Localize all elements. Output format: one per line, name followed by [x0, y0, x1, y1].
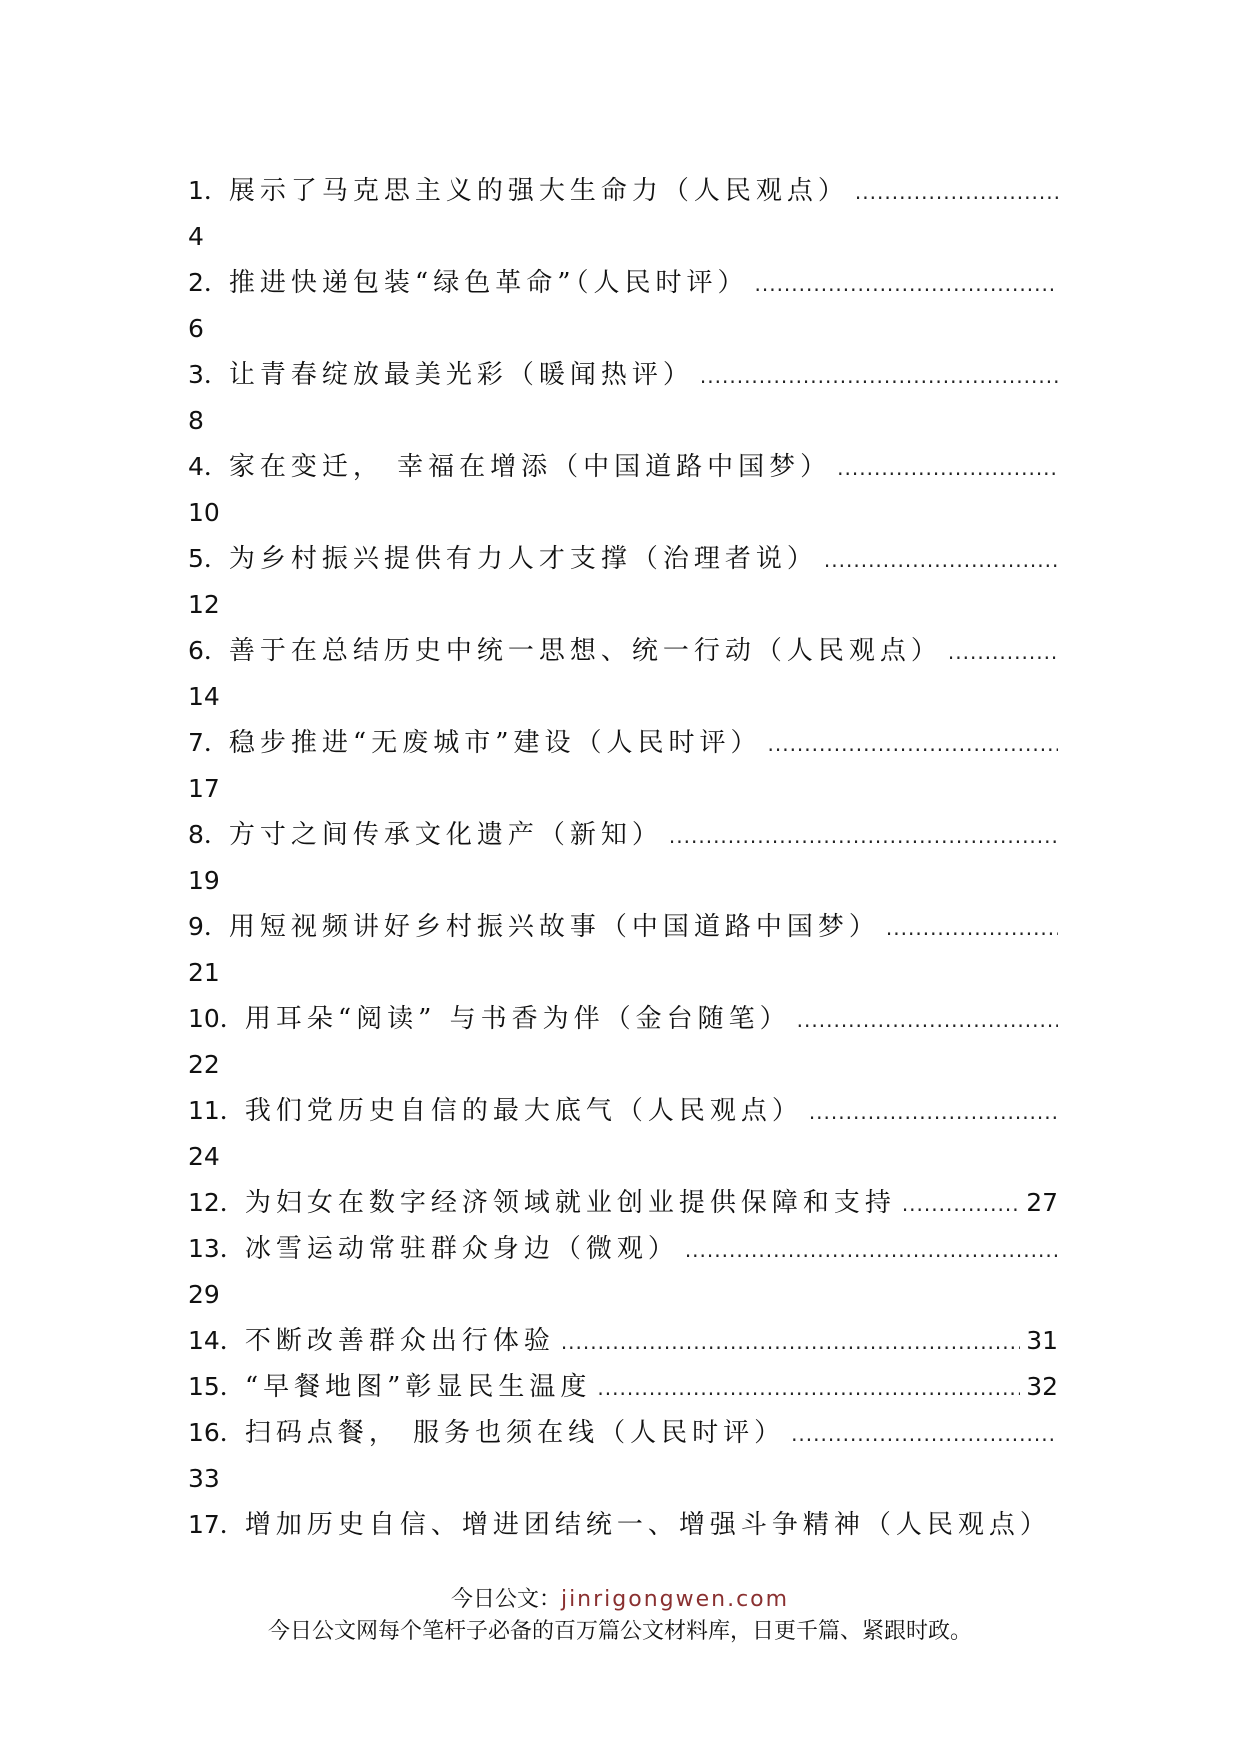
- toc-leader-dots: [818, 537, 1058, 583]
- toc-leader-dots: [785, 1411, 1058, 1457]
- toc-entry-number: 1．: [188, 176, 229, 205]
- toc-entry-line: [188, 904, 1058, 950]
- toc-entry-line: [188, 352, 1058, 398]
- toc-leader-dots: [896, 1181, 1020, 1227]
- toc-leader-dots: [762, 721, 1059, 767]
- toc-entry-line: [188, 812, 1058, 858]
- toc-entry-page: 27: [1026, 1188, 1058, 1217]
- toc-entry-page: 8: [188, 406, 204, 435]
- toc-entry-title: 稳步推进“无废城市”建设（人民时评）: [228, 728, 762, 758]
- toc-entry-number: 11．: [188, 1096, 245, 1125]
- toc-entry-title: 扫码点餐， 服务也须在线（人民时评）: [244, 1418, 786, 1448]
- toc-entry-title: 家在变迁， 幸福在增添（中国道路中国梦）: [228, 452, 832, 482]
- toc-entry-line: [188, 996, 1058, 1042]
- toc-entry-page: 17: [188, 774, 220, 803]
- toc-entry-line: [188, 1410, 1058, 1456]
- toc-entry-number: 7．: [188, 728, 229, 757]
- toc-entry-line: [188, 628, 1058, 674]
- footer-site-link[interactable]: jinrigongwen.com: [560, 1587, 790, 1612]
- toc-entry-title: 推进快递包装“绿色革命”（人民时评）: [228, 268, 749, 298]
- toc-entry-title: 增加历史自信、增进团结统一、增强斗争精神（人民观点）: [244, 1510, 1051, 1540]
- toc-entry-number: 8．: [188, 820, 229, 849]
- toc-entry-line: [188, 1502, 1058, 1548]
- toc-entry-line: [188, 168, 1058, 214]
- toc-entry-number: 12．: [188, 1188, 245, 1217]
- toc-entry-title: 用短视频讲好乡村振兴故事（中国道路中国梦）: [228, 912, 880, 942]
- footer-site-label: 今日公文：: [450, 1587, 561, 1612]
- toc-entry-title: 善于在总结历史中统一思想、统一行动（人民观点）: [228, 636, 942, 666]
- toc-entry-page: 31: [1026, 1326, 1058, 1355]
- toc-leader-dots: [942, 629, 1058, 675]
- toc-entry-line: [188, 1226, 1058, 1272]
- toc-entry-number: 5．: [188, 544, 229, 573]
- toc-entry-number: 9．: [188, 912, 229, 941]
- toc-entry[interactable]: [188, 1502, 1058, 1548]
- toc-entry-page: 14: [188, 682, 220, 711]
- toc-entry-title: 为妇女在数字经济领域就业创业提供保障和支持: [244, 1188, 896, 1218]
- toc-entry-title: “早餐地图”彰显民生温度: [244, 1372, 592, 1402]
- toc-leader-dots: [679, 1227, 1058, 1273]
- toc-entry-number: 2．: [188, 268, 229, 297]
- toc-leader-dots: [880, 905, 1058, 951]
- toc-entry-title: 不断改善群众出行体验: [244, 1326, 555, 1356]
- toc-entry-line: [188, 1180, 1058, 1226]
- toc-leader-dots: [1051, 1503, 1058, 1549]
- toc-entry[interactable]: [188, 352, 1058, 444]
- toc-leader-dots: [663, 813, 1058, 859]
- toc-entry-number: 15．: [188, 1372, 245, 1401]
- toc-leader-dots: [831, 445, 1058, 491]
- footer-slogan: 今日公文网每个笔杆子必备的百万篇公文材料库，日更千篇、紧跟时政。: [267, 1619, 972, 1644]
- toc-entry-page: 4: [188, 222, 204, 251]
- toc-entry-page: 12: [188, 590, 220, 619]
- toc-entry-number: 14．: [188, 1326, 245, 1355]
- toc-entry[interactable]: [188, 1226, 1058, 1318]
- toc-leader-dots: [555, 1319, 1020, 1365]
- toc-entry-number: 6．: [188, 636, 229, 665]
- toc-entry-number: 10．: [188, 1004, 245, 1033]
- toc-entry-title: 展示了马克思主义的强大生命力（人民观点）: [228, 176, 849, 206]
- toc-entry[interactable]: [188, 1364, 1058, 1410]
- toc-entry-title: 冰雪运动常驻群众身边（微观）: [244, 1234, 679, 1264]
- toc-entry-page: 24: [188, 1142, 220, 1171]
- toc-entry[interactable]: [188, 1318, 1058, 1364]
- footer: [0, 1585, 1240, 1649]
- toc-entry-line: [188, 260, 1058, 306]
- toc-entry[interactable]: [188, 260, 1058, 352]
- toc-leader-dots: [694, 353, 1058, 399]
- toc-entry[interactable]: [188, 904, 1058, 996]
- toc-entry-line: [188, 720, 1058, 766]
- table-of-contents: [188, 168, 1058, 1548]
- toc-entry-title: 我们党历史自信的最大底气（人民观点）: [244, 1096, 803, 1126]
- toc-entry-page: 32: [1026, 1372, 1058, 1401]
- toc-entry[interactable]: [188, 536, 1058, 628]
- toc-entry[interactable]: [188, 812, 1058, 904]
- toc-entry-page: 22: [188, 1050, 220, 1079]
- toc-entry-page: 21: [188, 958, 220, 987]
- toc-leader-dots: [749, 261, 1059, 307]
- toc-entry-title: 让青春绽放最美光彩（暖闻热评）: [228, 360, 694, 390]
- footer-site: [0, 1585, 1240, 1615]
- toc-entry-number: 17．: [188, 1510, 245, 1539]
- toc-entry-line: [188, 1364, 1058, 1410]
- toc-entry-number: 13．: [188, 1234, 245, 1263]
- toc-entry[interactable]: [188, 1410, 1058, 1502]
- toc-entry-line: [188, 536, 1058, 582]
- toc-entry[interactable]: [188, 1088, 1058, 1180]
- toc-entry[interactable]: [188, 996, 1058, 1088]
- toc-entry-line: [188, 1088, 1058, 1134]
- toc-leader-dots: [803, 1089, 1058, 1135]
- toc-entry-number: 16．: [188, 1418, 245, 1447]
- toc-entry-page: 19: [188, 866, 220, 895]
- toc-entry-title: 为乡村振兴提供有力人才支撑（治理者说）: [228, 544, 818, 574]
- toc-leader-dots: [849, 169, 1058, 215]
- toc-entry-page: 33: [188, 1464, 220, 1493]
- toc-entry-title: 用耳朵“阅读” 与书香为伴（金台随笔）: [244, 1004, 791, 1034]
- toc-entry-line: [188, 444, 1058, 490]
- toc-entry[interactable]: [188, 444, 1058, 536]
- toc-entry[interactable]: [188, 168, 1058, 260]
- toc-entry[interactable]: [188, 628, 1058, 720]
- toc-leader-dots: [791, 997, 1058, 1043]
- toc-entry-number: 4．: [188, 452, 229, 481]
- toc-entry[interactable]: [188, 1180, 1058, 1226]
- toc-entry-page: 29: [188, 1280, 220, 1309]
- toc-entry-page: 10: [188, 498, 220, 527]
- toc-entry-page: 6: [188, 314, 204, 343]
- toc-leader-dots: [591, 1365, 1020, 1411]
- toc-entry-number: 3．: [188, 360, 229, 389]
- toc-entry[interactable]: [188, 720, 1058, 812]
- toc-entry-line: [188, 1318, 1058, 1364]
- toc-entry-title: 方寸之间传承文化遗产（新知）: [228, 820, 663, 850]
